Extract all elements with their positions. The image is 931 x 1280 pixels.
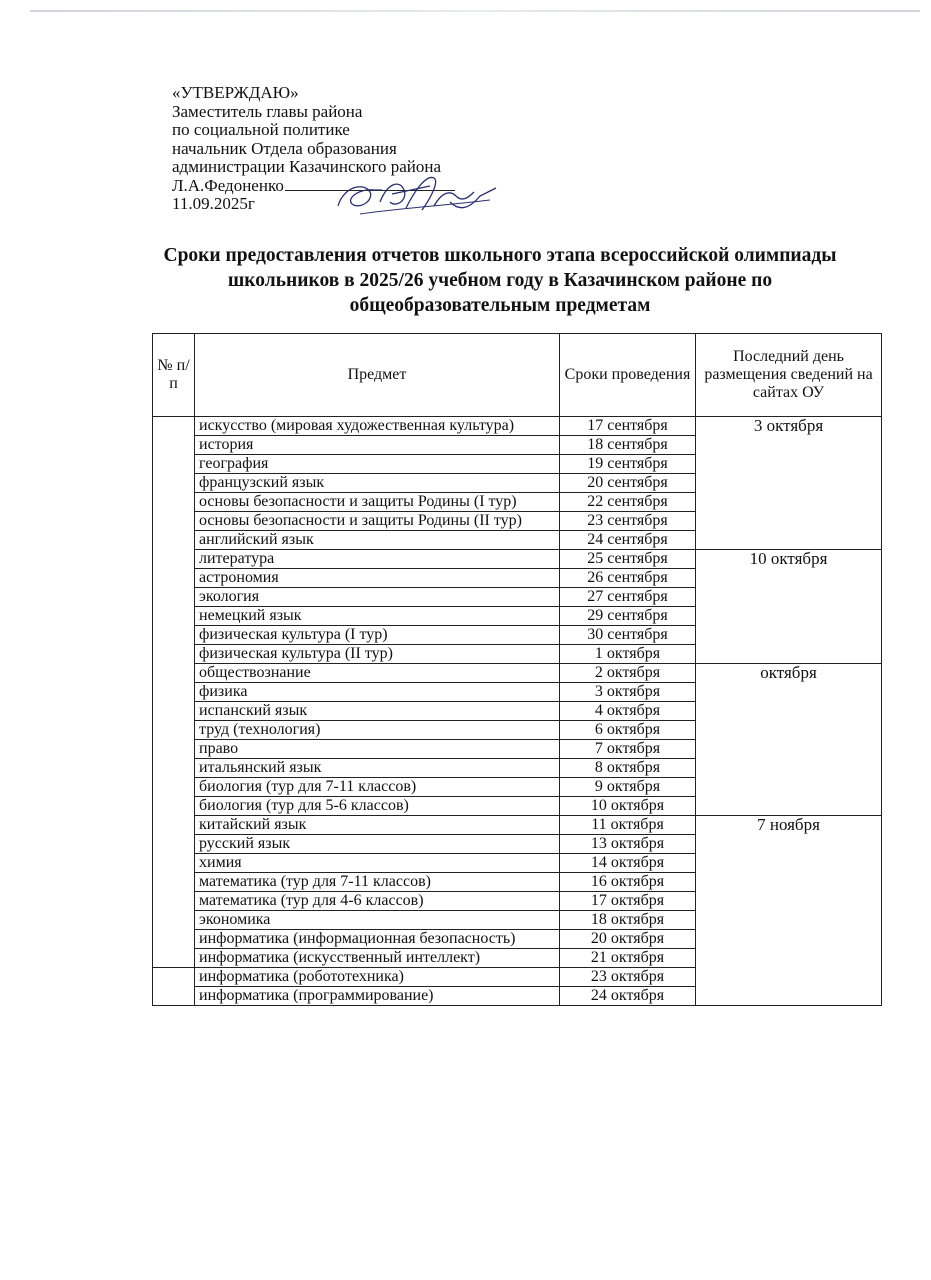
date-cell: 22 сентября (560, 493, 696, 512)
subject-cell: информатика (информационная безопасность) (195, 930, 560, 949)
header-dates: Сроки проведения (560, 334, 696, 417)
date-cell: 18 сентября (560, 436, 696, 455)
table-row (153, 550, 882, 569)
date-cell: 7 октября (560, 740, 696, 759)
subject-cell: труд (технология) (195, 721, 560, 740)
deadline-cell: 3 октября (696, 417, 882, 550)
subject-cell: информатика (искусственный интеллект) (195, 949, 560, 968)
approval-line: начальник Отдела образования (172, 138, 397, 158)
subject-cell: информатика (программирование) (195, 987, 560, 1006)
handwritten-signature (330, 168, 500, 228)
subject-cell: искусство (мировая художественная культура) (195, 417, 560, 436)
date-cell: 24 сентября (560, 531, 696, 550)
table-row (153, 664, 882, 683)
subject-cell: математика (тур для 4-6 классов) (195, 892, 560, 911)
header-num: № п/п (153, 334, 195, 417)
date-cell: 27 сентября (560, 588, 696, 607)
subject-cell: основы безопасности и защиты Родины (II тур) (195, 512, 560, 531)
subject-cell: география (195, 455, 560, 474)
subject-cell: астрономия (195, 569, 560, 588)
subject-cell: история (195, 436, 560, 455)
subject-cell: русский язык (195, 835, 560, 854)
date-cell: 10 октября (560, 797, 696, 816)
date-cell: 30 сентября (560, 626, 696, 645)
table-row (153, 816, 882, 835)
subject-cell: физическая культура (II тур) (195, 645, 560, 664)
subject-cell: биология (тур для 5-6 классов) (195, 797, 560, 816)
row-number-cell (153, 417, 195, 968)
subject-cell: экономика (195, 911, 560, 930)
date-cell: 17 октября (560, 892, 696, 911)
subject-cell: основы безопасности и защиты Родины (I тур) (195, 493, 560, 512)
subject-cell: обществознание (195, 664, 560, 683)
date-cell: 18 октября (560, 911, 696, 930)
subject-cell: экология (195, 588, 560, 607)
date-cell: 24 октября (560, 987, 696, 1006)
subject-cell: испанский язык (195, 702, 560, 721)
date-cell: 6 октября (560, 721, 696, 740)
subject-cell: французский язык (195, 474, 560, 493)
subject-cell: физика (195, 683, 560, 702)
date-cell: 16 октября (560, 873, 696, 892)
subject-cell: химия (195, 854, 560, 873)
date-cell: 17 сентября (560, 417, 696, 436)
date-cell: 11 октября (560, 816, 696, 835)
date-cell: 2 октября (560, 664, 696, 683)
approval-line: администрации Казачинского района (172, 157, 442, 176)
schedule-table (152, 333, 882, 1006)
date-cell: 20 сентября (560, 474, 696, 493)
deadline-cell: октября (696, 664, 882, 816)
row-number-cell (153, 968, 195, 1006)
date-cell: 23 октября (560, 968, 696, 987)
subject-cell: китайский язык (195, 816, 560, 835)
schedule-body (153, 417, 882, 1006)
header-subject: Предмет (195, 334, 560, 417)
date-cell: 20 октября (560, 930, 696, 949)
approval-line: «УТВЕРЖДАЮ» (172, 83, 299, 102)
table-row (153, 417, 882, 436)
date-cell: 13 октября (560, 835, 696, 854)
deadline-cell: 7 ноября (696, 816, 882, 1006)
date-cell: 8 октября (560, 759, 696, 778)
date-cell: 19 сентября (560, 455, 696, 474)
scan-edge-line (30, 10, 920, 12)
subject-cell: право (195, 740, 560, 759)
table-header-row (153, 334, 882, 417)
deadline-cell: 10 октября (696, 550, 882, 664)
header-deadline: Последний день размещения сведений на сайтах ОУ (696, 334, 882, 417)
date-cell: 9 октября (560, 778, 696, 797)
date-cell: 25 сентября (560, 550, 696, 569)
date-cell: 21 октября (560, 949, 696, 968)
subject-cell: немецкий язык (195, 607, 560, 626)
subject-cell: литература (195, 550, 560, 569)
subject-cell: биология (тур для 7-11 классов) (195, 778, 560, 797)
approval-signer: Л.А.Федоненко (172, 175, 284, 195)
approval-date: 11.09.2025г (172, 194, 255, 213)
date-cell: 23 сентября (560, 512, 696, 531)
subject-cell: английский язык (195, 531, 560, 550)
subject-cell: информатика (робототехника) (195, 968, 560, 987)
date-cell: 14 октября (560, 854, 696, 873)
date-cell: 26 сентября (560, 569, 696, 588)
subject-cell: физическая культура (I тур) (195, 626, 560, 645)
subject-cell: математика (тур для 7-11 классов) (195, 873, 560, 892)
approval-line: Заместитель главы района (172, 101, 363, 121)
date-cell: 4 октября (560, 702, 696, 721)
date-cell: 3 октября (560, 683, 696, 702)
date-cell: 1 октября (560, 645, 696, 664)
document-title: Сроки предоставления отчетов школьного этапа всероссийской олимпиады школьников в 2025/26 учебном году в Казачинском районе по общеобразовательным предметам (163, 245, 837, 316)
subject-cell: итальянский язык (195, 759, 560, 778)
date-cell: 29 сентября (560, 607, 696, 626)
approval-line: по социальной политике (172, 120, 350, 139)
